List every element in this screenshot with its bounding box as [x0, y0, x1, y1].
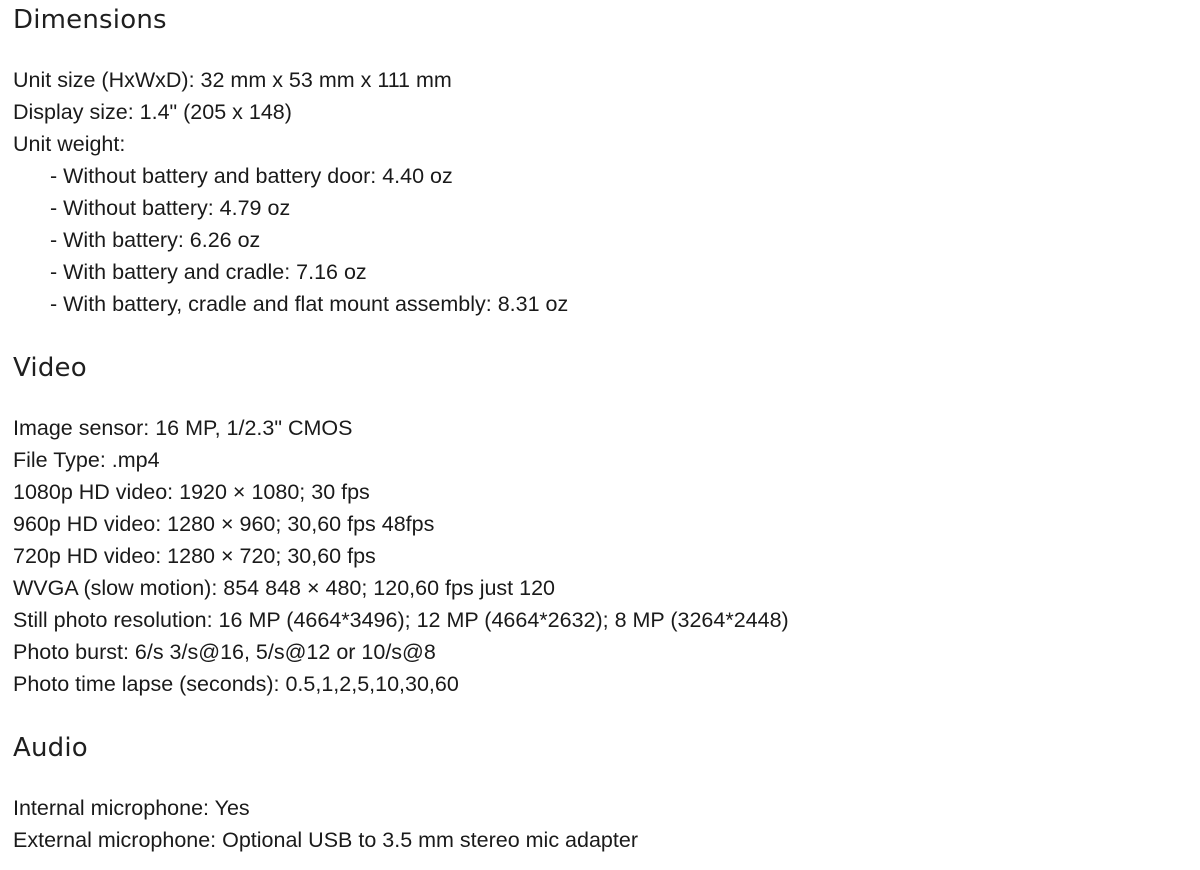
- image-sensor-line: Image sensor: 16 MP, 1/2.3" CMOS: [13, 416, 353, 440]
- video-1080p-line: 1080p HD video: 1920 × 1080; 30 fps: [13, 480, 370, 504]
- external-microphone-line: External microphone: Optional USB to 3.5 mm stereo mic adapter: [13, 828, 638, 852]
- photo-time-lapse-line: Photo time lapse (seconds): 0.5,1,2,5,10,30,60: [13, 672, 459, 696]
- weight-item: - With battery and cradle: 7.16 oz: [50, 260, 367, 284]
- unit-size-line: Unit size (HxWxD): 32 mm x 53 mm x 111 mm: [13, 68, 452, 92]
- still-photo-resolution-line: Still photo resolution: 16 MP (4664*3496); 12 MP (4664*2632); 8 MP (3264*2448): [13, 608, 789, 632]
- file-type-line: File Type: .mp4: [13, 448, 160, 472]
- video-960p-line: 960p HD video: 1280 × 960; 30,60 fps 48fps: [13, 512, 435, 536]
- audio-heading: Audio: [13, 733, 88, 763]
- dimensions-heading: Dimensions: [13, 5, 167, 35]
- wvga-line: WVGA (slow motion): 854 848 × 480; 120,60 fps just 120: [13, 576, 555, 600]
- weight-item: - With battery, cradle and flat mount assembly: 8.31 oz: [50, 292, 569, 316]
- weight-item: - With battery: 6.26 oz: [50, 228, 261, 252]
- photo-burst-line: Photo burst: 6/s 3/s@16, 5/s@12 or 10/s@8: [13, 640, 436, 664]
- weight-item: - Without battery: 4.79 oz: [50, 196, 291, 220]
- video-spec-list: [13, 412, 789, 700]
- internal-microphone-line: Internal microphone: Yes: [13, 796, 250, 820]
- weight-item: - Without battery and battery door: 4.40 oz: [50, 164, 453, 188]
- video-720p-line: 720p HD video: 1280 × 720; 30,60 fps: [13, 544, 376, 568]
- audio-spec-list: [13, 792, 638, 856]
- display-size-line: Display size: 1.4" (205 x 148): [13, 100, 292, 124]
- dimensions-spec-list: [13, 64, 568, 320]
- unit-weight-line: Unit weight:: [13, 132, 126, 156]
- video-heading: Video: [13, 353, 87, 383]
